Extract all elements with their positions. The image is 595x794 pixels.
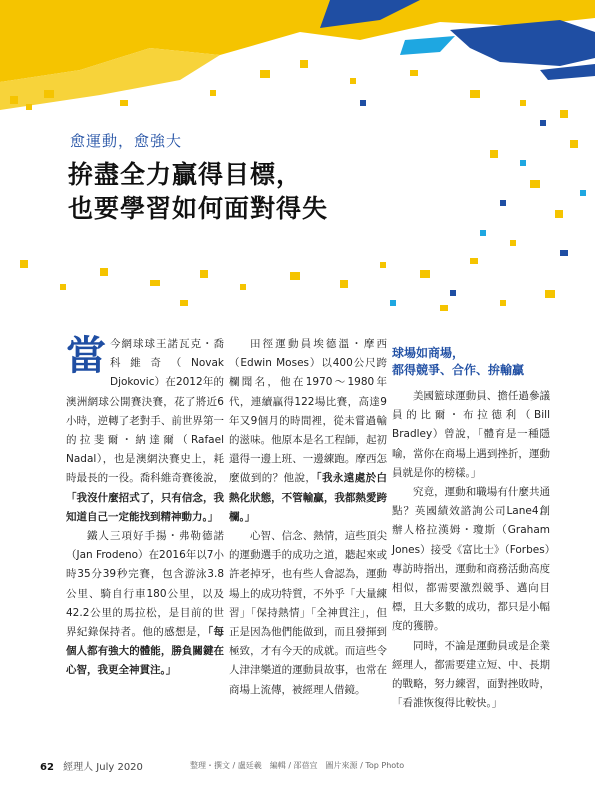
paragraph-5: 美國籃球運動員、擔任過參議員的比爾・布拉德利（Bill Bradley）曾說，「體育是一種隱喻，當你在商場上遇到挫折，運動員就是你的榜樣。」 xyxy=(392,390,550,479)
article-title xyxy=(68,158,488,226)
quote-bold: 「每個人都有強大的體能，勝負關鍵在心智，我更全神貫注。」 xyxy=(66,626,225,677)
paragraph-4: 心智、信念、熱情，這些頂尖的運動選手的成功之道，聽起來或許老掉牙，也有些人會認為，運動場上的成功特質，不外乎「大量練習」「保持熱情」「全神貫注」，但正是因為他們能做到，而且發揮到極致，才有今天的成就。而這些令人津津樂道的運動員故事，也常在商場上流傳，被經理人借鏡。 xyxy=(229,530,387,696)
subheading xyxy=(392,345,550,379)
drop-cap: 當 xyxy=(66,333,106,379)
quote-bold: 「我永遠處於白熱化狀態，不管輸贏，我都熱愛跨欄。」 xyxy=(229,472,388,523)
paragraph-7: 同時，不論是運動員或是企業經理人，都需要建立短、中、長期的戰略，努力練習，面對挫敗時，「看誰恢復得比較快。」 xyxy=(392,639,550,710)
issue-date: July 2020 xyxy=(96,762,143,773)
quote-bold: 「我沒什麼招式了，只有信念，我知道自己一定能找到精神動力。」 xyxy=(66,491,224,523)
credits: 整理・撰文 / 盧廷羲 編輯 / 邵蓓宜 圖片來源 / Top Photo xyxy=(190,761,405,770)
section-kicker: 愈運動，愈強大 xyxy=(70,132,183,150)
paragraph-text: 鐵人三項好手揚・弗勒德諾（Jan Frodeno）在2016年以7小時35分39秒完賽，包含游泳3.8公里、騎自行車180公里，以及42.2公里的馬拉松，是目前的世界紀錄保持者。他的感想是， xyxy=(66,530,224,639)
title-line-2: 也要學習如何面對得失 xyxy=(68,194,329,223)
paragraph-text: 田徑運動員埃德溫・摩西（Edwin Moses）以400公尺跨欄聞名，他在1970～1980年代，連續贏得122場比賽，高達9年又9個月的時間裡，從未嘗過輸的滋味。他原本是名工程師，起初還得一邊上班、一邊練跑。摩西怎麼做到的？他說， xyxy=(229,338,387,485)
column-3 xyxy=(392,335,550,713)
paragraph-1 xyxy=(66,335,224,527)
column-1 xyxy=(66,335,224,681)
page-footer xyxy=(40,758,143,773)
subheading-line-2: 都得競爭、合作、拚輸贏 xyxy=(392,363,525,377)
page-number: 62 xyxy=(40,762,54,773)
paragraph-2 xyxy=(66,527,224,681)
subheading-line-1: 球場如商場， xyxy=(392,346,465,360)
magazine-name: 經理人 xyxy=(63,762,94,773)
title-line-1: 拚盡全力贏得目標， xyxy=(68,160,303,189)
paragraph-3 xyxy=(229,335,387,527)
paragraph-6: 究竟，運動和職場有什麼共通點？英國績效諮詢公司Lane4創辦人格拉漢姆・瓊斯（Graham Jones）接受《富比士》（Forbes）專訪時指出，運動和商務活動高度相似，都需要激烈競爭、邁向目標，且大多數的成功，都只是小幅度的獲勝。 xyxy=(392,486,550,633)
paragraph-text: 今網球球王諾瓦克・喬科維奇（Novak Djokovic）在2012年的澳洲網球公開賽決賽，花了將近6小時，逆轉了老對手、前世界第一的拉斐爾・納達爾（Rafael Nadal），也是澳網決賽史上，耗時最長的一役。喬科維奇賽後說， xyxy=(66,338,224,485)
column-2 xyxy=(229,335,387,700)
